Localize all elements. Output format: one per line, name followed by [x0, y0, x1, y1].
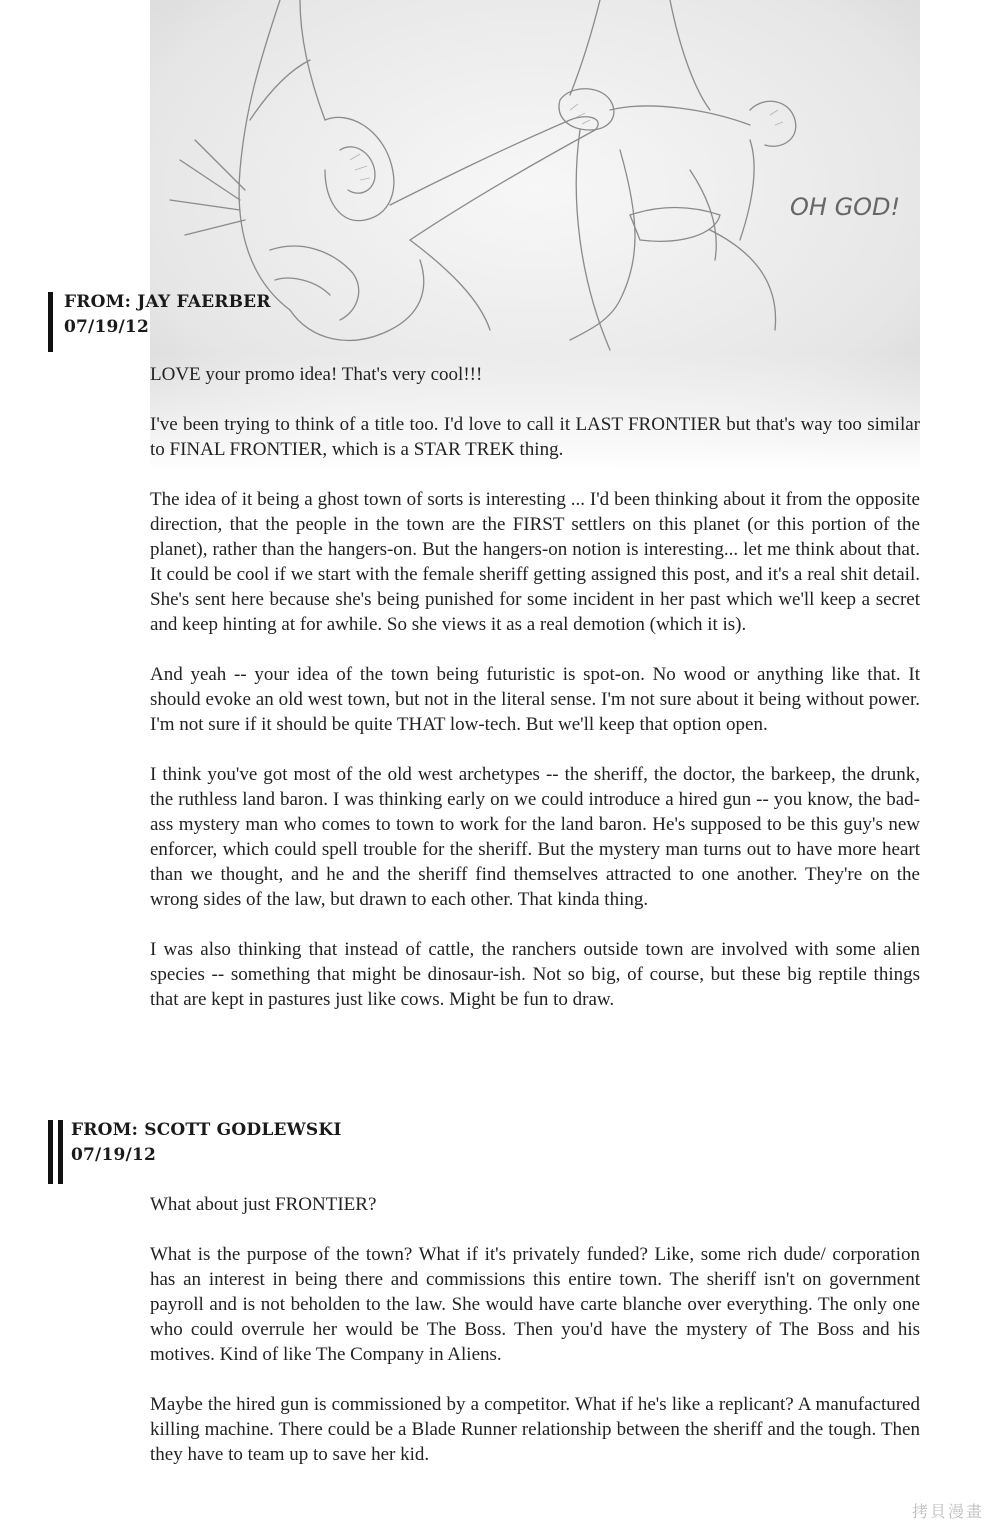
paragraph: I think you've got most of the old west archetypes -- the sheriff, the doctor, the barkeep, the drunk, the ruthless land baron. I was thinking early on we could introduce a hired gun -- you know, the bad-ass mystery man who comes to town to work for the land baron. He's supposed to be this guy's new enforcer, which could spell trouble for the sheriff. But the mystery man turns out to have more heart than we thought, and he and the sheriff find themselves attracted to one another. They're on the wrong sides of the law, but drawn to each other. That kinda thing.: [150, 764, 920, 910]
message-date: 07/19/12: [64, 317, 149, 337]
paragraph: And yeah -- your idea of the town being futuristic is spot-on. No wood or anything like that. It should evoke an old west town, but not in the literal sense. I'm not sure about it being without power. I'm not sure if it should be quite THAT low-tech. But we'll keep that option open.: [150, 664, 920, 735]
paragraph: What is the purpose of the town? What if it's privately funded? Like, some rich dude/ corporation has an interest in being there and commissions this entire town. The sheriff isn't on government payroll and is not beholden to the law. She would have carte blanche over everything. The only one who could overrule her would be The Boss. Then you'd have the mystery of The Boss and his motives. Kind of like The Company in Aliens.: [150, 1244, 920, 1365]
message-body-2: [150, 1192, 920, 1492]
paragraph: I was also thinking that instead of cattle, the ranchers outside town are involved with some alien species -- something that might be dinosaur-ish. Not so big, of course, but these big reptile things that are kept in pastures just like cows. Might be fun to draw.: [150, 939, 920, 1010]
message-body-1: [150, 362, 920, 1037]
message-header-1: [0, 292, 400, 354]
paragraph: LOVE your promo idea! That's very cool!!!: [150, 364, 483, 385]
message-date: 07/19/12: [71, 1145, 156, 1165]
paragraph: The idea of it being a ghost town of sorts is interesting ... I'd been thinking about it from the opposite direction, that the people in the town are the FIRST settlers on this planet (or this portion of the planet), rather than the hangers-on. But the hangers-on notion is interesting... let me think about that. It could be cool if we start with the female sheriff getting assigned this post, and it's a real shit detail. She's sent here because she's being punished for some incident in her past which we'll keep a secret and keep hinting at for awhile. So she views it as a real demotion (which it is).: [150, 489, 920, 635]
sender-name: FROM: SCOTT GODLEWSKI: [71, 1120, 342, 1140]
paragraph: I've been trying to think of a title too. I'd love to call it LAST FRONTIER but that's way too similar to FINAL FRONTIER, which is a STAR TREK thing.: [150, 414, 920, 460]
message-header-2: [0, 1120, 400, 1186]
paragraph: Maybe the hired gun is commissioned by a competitor. What if he's like a replicant? A manufactured killing machine. There could be a Blade Runner relationship between the sheriff and the tough. Then they have to team up to save her kid.: [150, 1394, 920, 1465]
paragraph: What about just FRONTIER?: [150, 1194, 377, 1215]
watermark: 拷貝漫畫: [911, 1502, 984, 1521]
sender-name: FROM: JAY FAERBER: [64, 292, 271, 312]
